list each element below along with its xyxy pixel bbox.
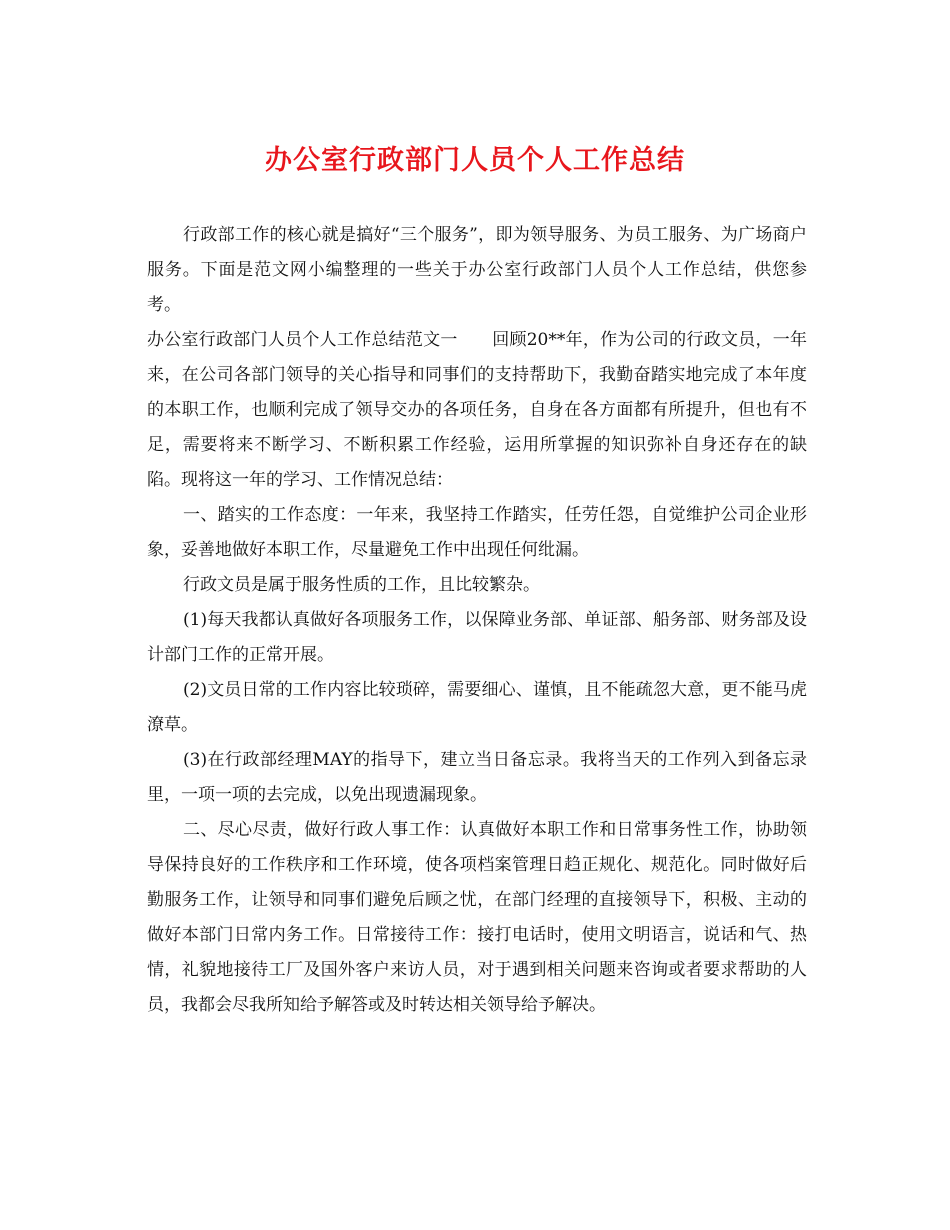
section-paragraph-attitude: 一、踏实的工作态度：一年来，我坚持工作踏实，任劳任怨，自觉维护公司企业形象，妥善地做好本职工作，尽量避免工作中出现任何纰漏。	[147, 505, 807, 560]
document-title: 办公室行政部门人员个人工作总结	[265, 145, 685, 176]
section-paragraph-review: 办公室行政部门人员个人工作总结范文一 回顾20**年，作为公司的行政文员，一年来，在公司各部门领导的关心指导和同事们的支持帮助下，我勤奋踏实地完成了本年度的本职工作，也顺利完成了领导交办的各项任务，自身在各方面都有所提升，但也有不足，需要将来不断学习、不断积累工作经验，运用所掌握的知识弥补自身还存在的缺陷。现将这一年的学习、工作情况总结：	[147, 330, 807, 490]
section-paragraph-duties: 二、尽心尽责，做好行政人事工作：认真做好本职工作和日常事务性工作，协助领导保持良好的工作秩序和工作环境，使各项档案管理日趋正规化、规范化。同时做好后勤服务工作，让领导和同事们避免后顾之忧，在部门经理的直接领导下，积极、主动的做好本部门日常内务工作。日常接待工作：接打电话时，使用文明语言，说话和气、热情，礼貌地接待工厂及国外客户来访人员，对于遇到相关问题来咨询或者要求帮助的人员，我都会尽我所知给予解答或及时转达相关领导给予解决。	[147, 820, 807, 1015]
paragraph-clerk-nature: 行政文员是属于服务性质的工作，且比较繁杂。	[183, 575, 540, 595]
document-body	[147, 218, 807, 1023]
list-item-2: (2)文员日常的工作内容比较琐碎，需要细心、谨慎，且不能疏忽大意，更不能马虎潦草。	[147, 680, 807, 735]
list-item-3: (3)在行政部经理MAY的指导下，建立当日备忘录。我将当天的工作列入到备忘录里，一项一项的去完成，以免出现遗漏现象。	[147, 750, 807, 805]
intro-paragraph: 行政部工作的核心就是搞好“三个服务”，即为领导服务、为员工服务、为广场商户服务。下面是范文网小编整理的一些关于办公室行政部门人员个人工作总结，供您参考。	[147, 225, 807, 315]
list-item-1: (1)每天我都认真做好各项服务工作，以保障业务部、单证部、船务部、财务部及设计部门工作的正常开展。	[147, 610, 807, 665]
